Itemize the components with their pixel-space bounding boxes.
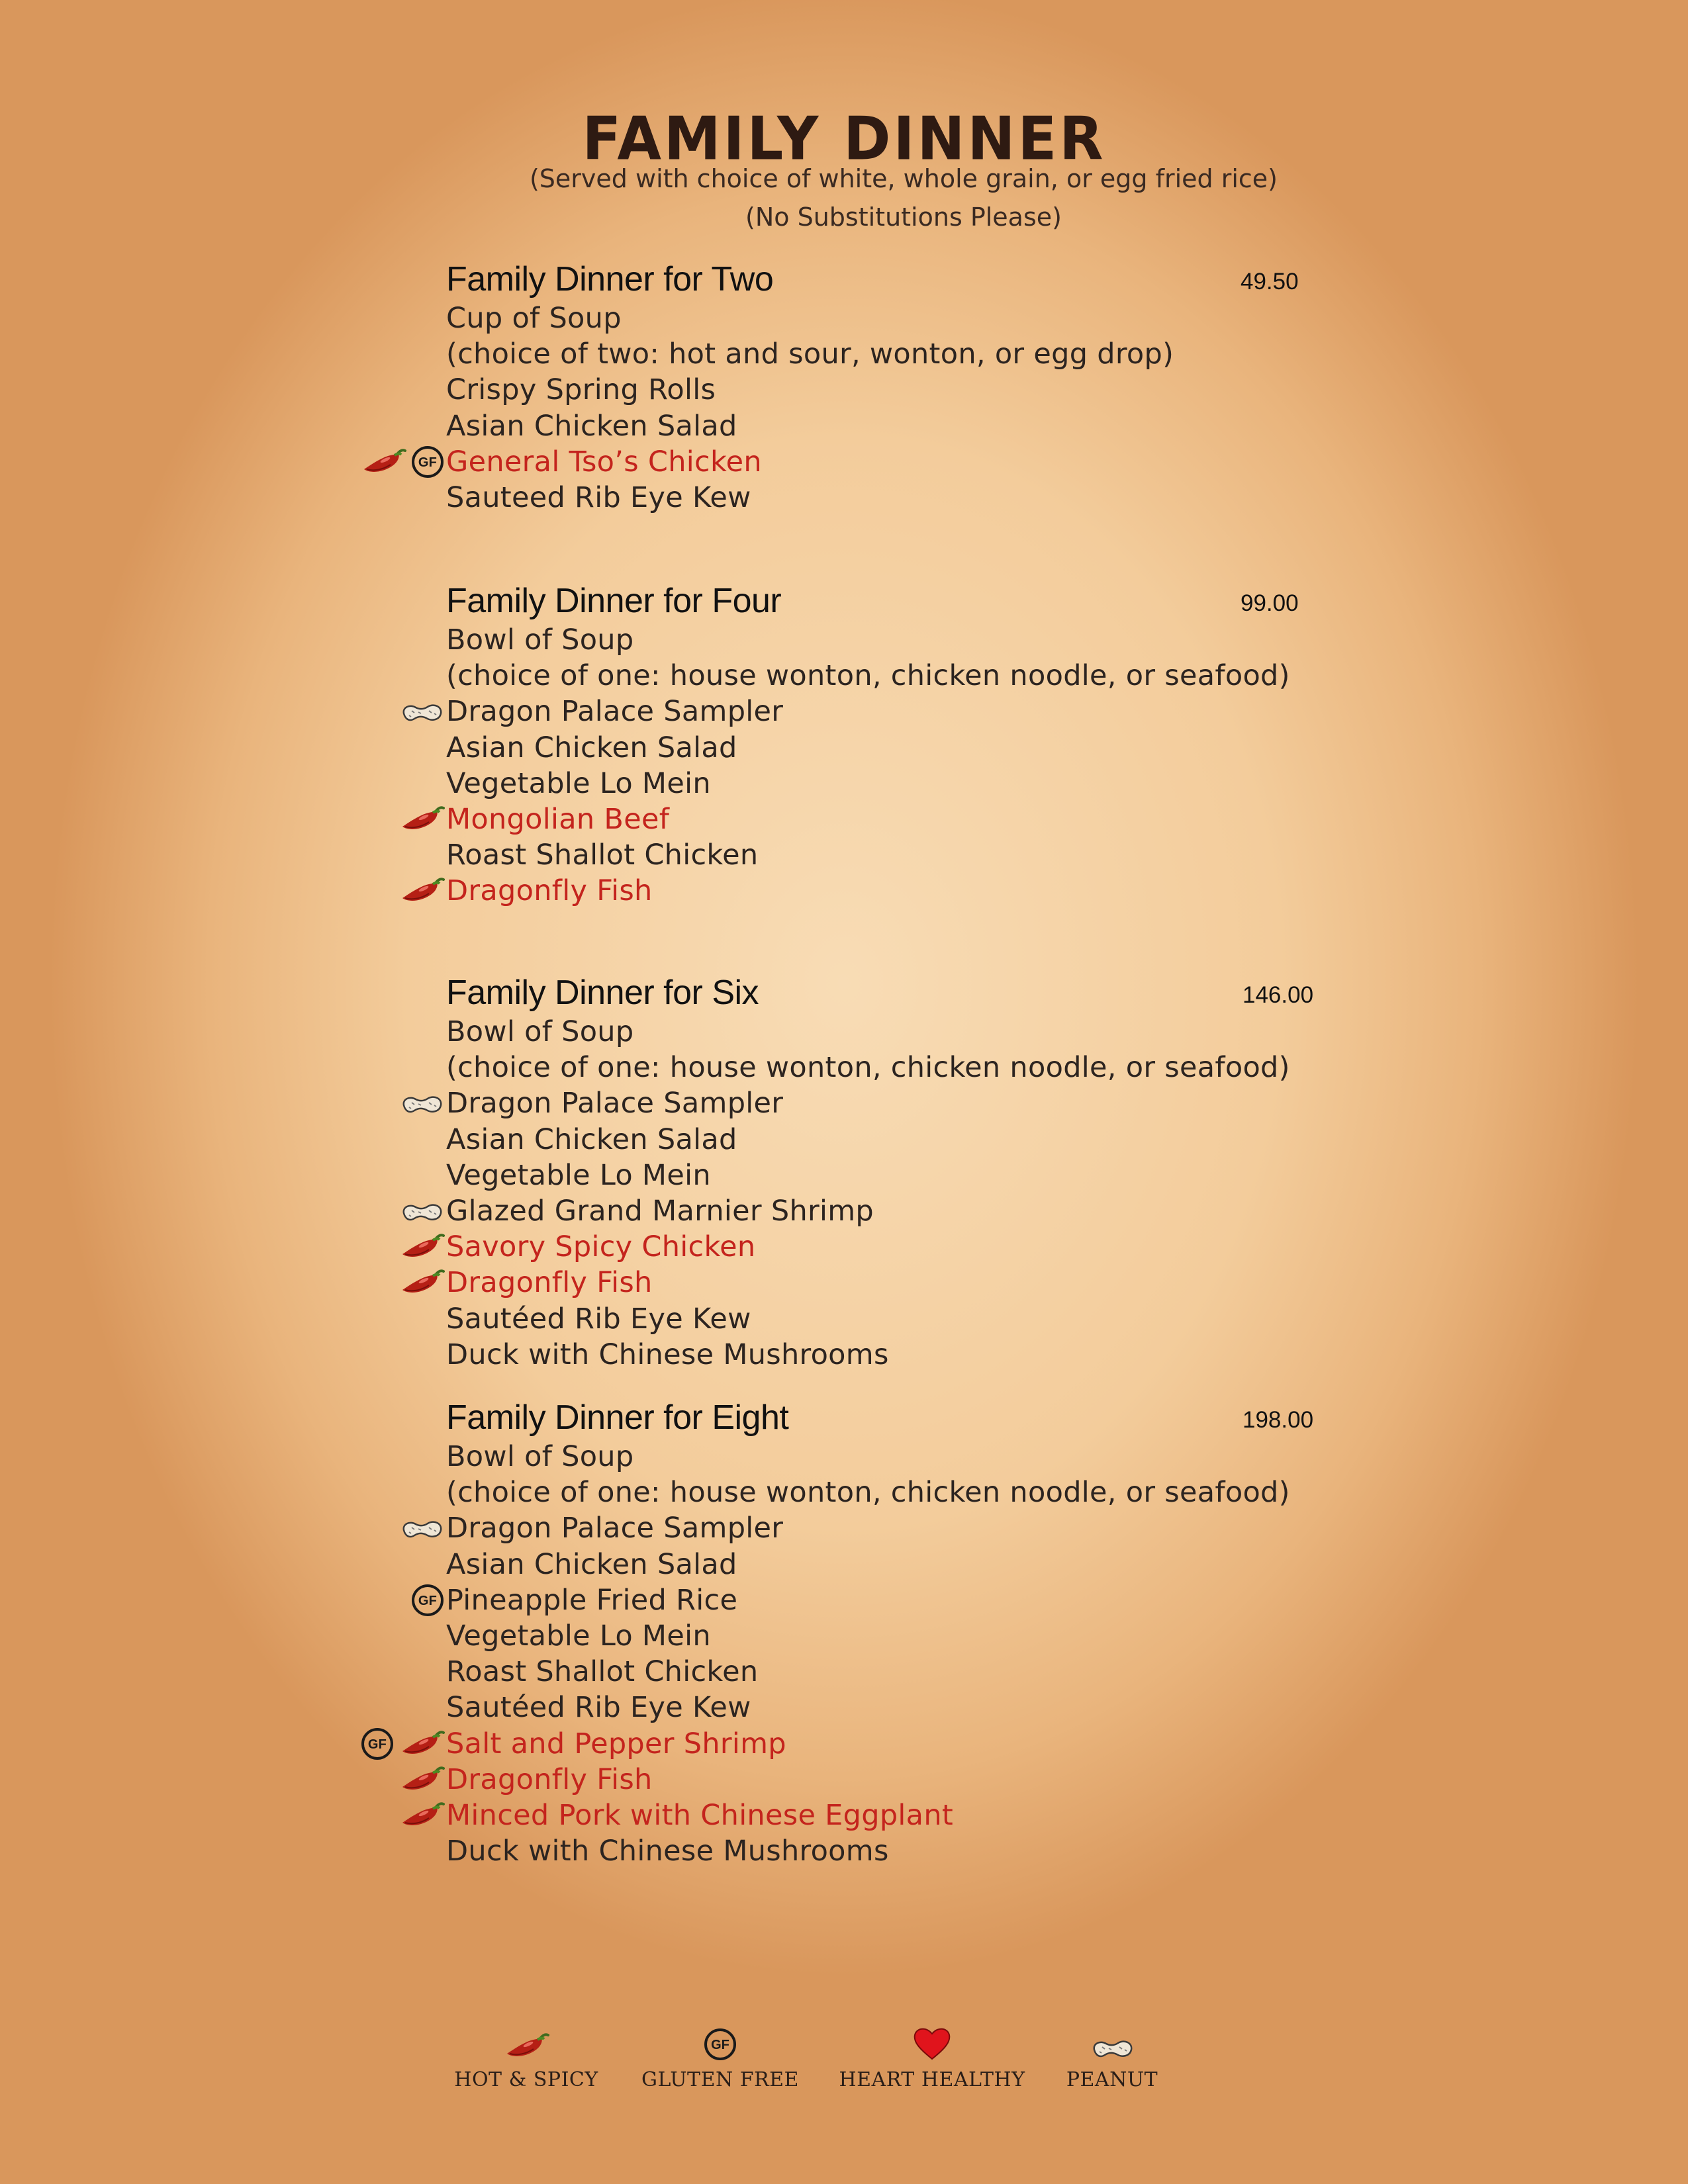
legend-label: PEANUT	[1066, 2068, 1158, 2091]
item-marks	[360, 1726, 446, 1762]
menu-item	[446, 1654, 1327, 1690]
menu-item-name: Salt and Pepper Shrimp	[446, 1727, 786, 1760]
menu-item-name: Duck with Chinese Mushrooms	[446, 1338, 889, 1371]
peanut-icon	[399, 1090, 445, 1116]
chili-pepper-icon	[427, 2015, 626, 2062]
menu-item-name: (choice of one: house wonton, chicken noodle, or seafood)	[446, 1051, 1290, 1085]
section-title: Family Dinner for Two	[446, 260, 774, 298]
section-header	[446, 581, 1327, 622]
menu-item-name: Mongolian Beef	[446, 802, 670, 836]
item-marks	[399, 873, 446, 909]
menu-item	[446, 1337, 1327, 1373]
menu-item-name: Crispy Spring Rolls	[446, 373, 716, 407]
menu-item	[446, 1050, 1327, 1085]
chili-pepper-icon	[399, 876, 445, 906]
menu-item-name: Vegetable Lo Mein	[446, 1619, 711, 1653]
menu-item-name: (choice of one: house wonton, chicken noodle, or seafood)	[446, 1476, 1290, 1510]
menu-item-name: Savory Spicy Chicken	[446, 1230, 756, 1264]
chili-pepper-icon	[399, 1729, 445, 1759]
menu-item-name: General Tso’s Chicken	[446, 445, 762, 478]
menu-item	[446, 1762, 1327, 1797]
menu-item	[446, 372, 1327, 408]
menu-item	[446, 622, 1327, 658]
section-price: 146.00	[1243, 982, 1314, 1008]
menu-item	[446, 1797, 1327, 1833]
menu-item	[446, 480, 1327, 516]
legend-item-gf	[621, 2015, 820, 2091]
menu-item	[446, 1439, 1327, 1475]
menu-item-name: (choice of one: house wonton, chicken noodle, or seafood)	[446, 659, 1290, 693]
legend	[0, 2015, 1688, 2101]
item-marks	[399, 1265, 446, 1300]
chili-pepper-icon	[399, 804, 445, 835]
legend-label: HEART HEALTHY	[839, 2068, 1025, 2091]
section-header	[446, 973, 1327, 1014]
peanut-icon	[1013, 2015, 1211, 2062]
dinner-section	[446, 581, 1327, 909]
peanut-icon	[399, 1198, 445, 1224]
gluten-free-icon	[360, 1727, 395, 1761]
menu-item	[418, 444, 1327, 480]
menu-item-name: Glazed Grand Marnier Shrimp	[446, 1194, 874, 1228]
dinner-section	[367, 1398, 1327, 1869]
chili-pepper-icon	[360, 447, 406, 477]
menu-item	[446, 1475, 1327, 1510]
menu-item-name: Dragonfly Fish	[446, 1762, 653, 1796]
menu-item-name: Bowl of Soup	[446, 1015, 634, 1048]
item-marks	[399, 1229, 446, 1265]
menu-item-name: Roast Shallot Chicken	[446, 1655, 759, 1689]
item-marks	[399, 694, 446, 729]
dinner-section	[446, 973, 1327, 1373]
menu-item	[446, 658, 1327, 694]
peanut-icon	[399, 698, 445, 725]
gluten-free-icon	[410, 445, 445, 479]
menu-item	[446, 1193, 1327, 1229]
section-header	[446, 259, 1327, 300]
menu-item-name: Minced Pork with Chinese Eggplant	[446, 1798, 954, 1832]
menu-item	[446, 1301, 1327, 1337]
menu-item	[446, 837, 1327, 873]
menu-item-name: Dragonfly Fish	[446, 874, 653, 908]
menu-item-name: Asian Chicken Salad	[446, 1122, 737, 1156]
menu-item	[446, 300, 1327, 336]
menu-item-name: Asian Chicken Salad	[446, 409, 737, 443]
svg-text:GF: GF	[418, 1593, 438, 1608]
svg-text:GF: GF	[711, 2038, 729, 2052]
section-title: Family Dinner for Four	[446, 582, 782, 620]
heart-icon	[833, 2015, 1031, 2062]
section-title: Family Dinner for Eight	[446, 1398, 789, 1437]
item-marks	[399, 1085, 446, 1121]
menu-item	[446, 766, 1327, 801]
svg-text:GF: GF	[418, 455, 438, 470]
item-marks	[399, 1510, 446, 1546]
dinner-section	[418, 259, 1327, 516]
menu-item-name: Dragon Palace Sampler	[446, 695, 784, 729]
menu-item-name: Asian Chicken Salad	[446, 1547, 737, 1581]
menu-item	[367, 1726, 1327, 1762]
section-price: 99.00	[1241, 590, 1299, 616]
menu-item-name: Vegetable Lo Mein	[446, 1158, 711, 1192]
menu-item	[446, 1547, 1327, 1582]
menu-item	[446, 1510, 1327, 1546]
section-price: 198.00	[1243, 1407, 1314, 1433]
legend-item-pepper	[427, 2015, 626, 2091]
section-header	[446, 1398, 1327, 1439]
rice-note: (Served with choice of white, whole grain, or egg fried rice)	[529, 164, 1278, 193]
svg-text:GF: GF	[367, 1737, 387, 1752]
menu-item	[446, 873, 1327, 909]
item-marks	[410, 1582, 446, 1618]
menu-item	[446, 1618, 1327, 1654]
menu-item-name: Bowl of Soup	[446, 623, 634, 657]
menu-item-name: Cup of Soup	[446, 302, 622, 335]
legend-label: GLUTEN FREE	[641, 2068, 799, 2091]
menu-item-name: Bowl of Soup	[446, 1440, 634, 1473]
menu-item-name: Sautéed Rib Eye Kew	[446, 1302, 751, 1336]
menu-item	[446, 730, 1327, 766]
chili-pepper-icon	[399, 1232, 445, 1262]
menu-item-name: Pineapple Fried Rice	[446, 1583, 738, 1617]
gluten-free-icon	[410, 1583, 445, 1617]
item-marks	[399, 801, 446, 837]
legend-label: HOT & SPICY	[454, 2068, 598, 2091]
menu-item	[446, 1690, 1327, 1725]
menu-item	[446, 1833, 1327, 1869]
section-price: 49.50	[1241, 269, 1299, 295]
item-marks	[360, 444, 446, 480]
menu-item	[446, 1122, 1327, 1158]
item-marks	[399, 1762, 446, 1797]
menu-item	[446, 1014, 1327, 1050]
chili-pepper-icon	[399, 1267, 445, 1298]
legend-item-heart	[833, 2015, 1031, 2091]
menu-item-name: Sautéed Rib Eye Kew	[446, 1691, 751, 1725]
menu-item-name: Vegetable Lo Mein	[446, 766, 711, 800]
menu-item-name: Duck with Chinese Mushrooms	[446, 1835, 889, 1868]
menu-item	[446, 1229, 1327, 1265]
page-title: FAMILY DINNER	[582, 104, 1106, 174]
peanut-icon	[399, 1515, 445, 1541]
menu-item-name: Asian Chicken Salad	[446, 731, 737, 764]
menu-item-name: (choice of two: hot and sour, wonton, or egg drop)	[446, 338, 1174, 371]
menu-item-name: Roast Shallot Chicken	[446, 839, 759, 872]
gluten-free-icon	[621, 2015, 820, 2062]
menu-item	[446, 408, 1327, 444]
legend-item-peanut	[1013, 2015, 1211, 2091]
menu-item-name: Dragon Palace Sampler	[446, 1087, 784, 1120]
chili-pepper-icon	[399, 1764, 445, 1795]
menu-item-name: Dragonfly Fish	[446, 1266, 653, 1300]
menu-item-name: Dragon Palace Sampler	[446, 1512, 784, 1545]
section-title: Family Dinner for Six	[446, 974, 759, 1012]
menu-item	[446, 1085, 1327, 1121]
no-substitutions-note: (No Substitutions Please)	[745, 203, 1062, 232]
item-marks	[399, 1193, 446, 1229]
menu-item	[446, 801, 1327, 837]
menu-item	[446, 336, 1327, 372]
menu-item	[446, 1158, 1327, 1193]
menu-item-name: Sauteed Rib Eye Kew	[446, 480, 751, 514]
menu-item	[446, 1265, 1327, 1300]
menu-item	[418, 1582, 1327, 1618]
item-marks	[399, 1797, 446, 1833]
chili-pepper-icon	[399, 1800, 445, 1831]
menu-item	[446, 694, 1327, 729]
